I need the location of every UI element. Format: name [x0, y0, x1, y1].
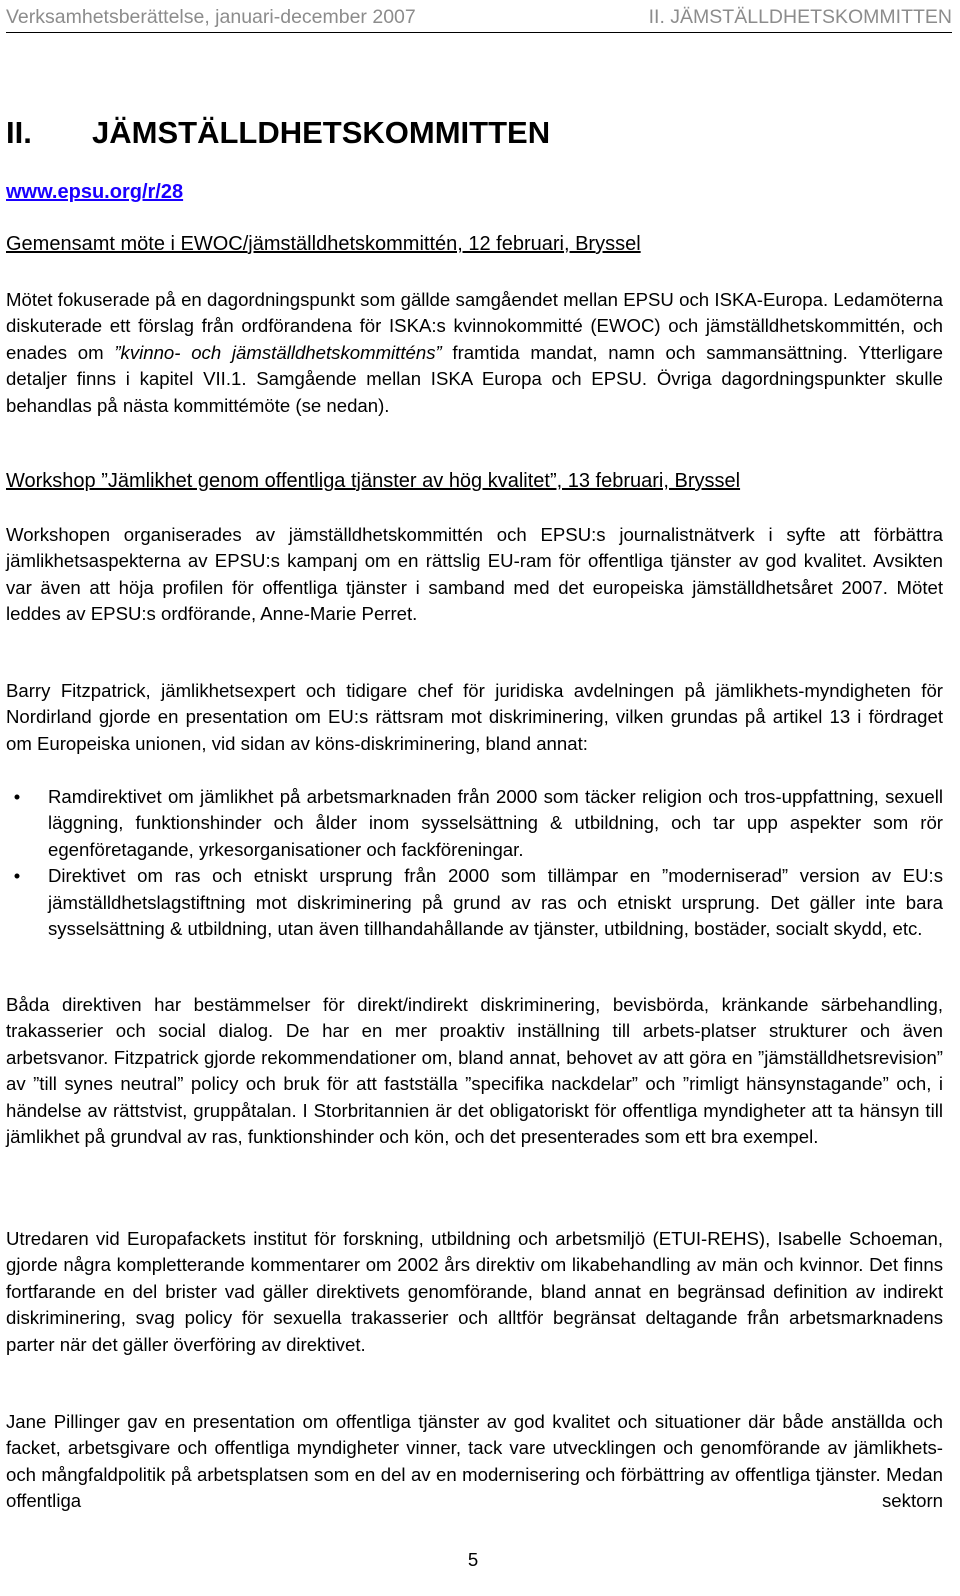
- header-chapter-title: II. JÄMSTÄLLDHETSKOMMITTEN: [648, 6, 952, 28]
- paragraph-text: framtida mandat, namn och sammansättning. Ytterligare detaljer finns i kapitel VII.1. Samgående mellan ISKA Europa och EPSU. Övriga dagordningspunkter skulle behandlas på nästa kommittémöte (se nedan).: [6, 341, 943, 416]
- chapter-title: JÄMSTÄLLDHETSKOMMITTEN: [92, 115, 551, 150]
- bullet-icon: •: [13, 786, 21, 807]
- page-number: 5: [467, 1549, 479, 1570]
- paragraph-workshop-intro: Workshopen organiserades av jämställdhetskommittén och EPSU:s journalistnätverk i syfte att förbättra jämlikhetsaspekterna av EPSU:s kampanj om en rättslig EU-ram för offentliga tjänster av god kvalitet. Avsikten var även att höja profilen för offentliga tjänster i samband med det europeiska jämställdhetsåret 2007. Mötet leddes av EPSU:s ordförande, Anne-Marie Perret.: [6, 524, 943, 625]
- header-document-title: Verksamhetsberättelse, januari-december 2007: [6, 6, 416, 28]
- paragraph-ewoc-meeting: [6, 287, 943, 419]
- list-item: [6, 784, 943, 863]
- paragraph-fitzpatrick: Barry Fitzpatrick, jämlikhetsexpert och tidigare chef för juridiska avdelningen på jämlikhets-myndigheten för Nordirland gjorde en presentation om EU:s rättsram mot diskriminering, vilken grundas på artikel 13 i fördraget om Europeiska unionen, vid sidan av köns-diskriminering, bland annat:: [6, 680, 943, 754]
- chapter-number: II.: [6, 115, 32, 150]
- section-title-ewoc-meeting: Gemensamt möte i EWOC/jämställdhetskommittén, 12 februari, Bryssel: [6, 233, 641, 255]
- list-item-text: Direktivet om ras och etniskt ursprung från 2000 som tillämpar en ”moderniserad” version av EU:s jämställdhetslagstiftning mot diskriminering på grund av ras och etniskt ursprung. Det gäller inte bara sysselsättning & utbildning, utan även tillhandahållande av tjänster, utbildning, bostäder, socialt skydd, etc.: [48, 865, 943, 940]
- paragraph-italic-text: ”kvinno- och jämställdhetskommitténs”: [114, 341, 442, 363]
- paragraph-text: Mötet fokuserade på en dagordningspunkt som gällde samgåendet mellan EPSU och ISKA-Europa. Ledamöterna diskuterade ett förslag från ordförandena för ISKA:s kvinnokommitté (EWOC) och jämställdhetskommittén, och enades om: [6, 289, 943, 363]
- chapter-heading: [6, 113, 550, 153]
- bullet-list-directives: [6, 784, 943, 942]
- paragraph-pillinger: Jane Pillinger gav en presentation om offentliga tjänster av god kvalitet och situationer där både anställda och facket, arbetsgivare och offentliga myndigheter vinner, tack vare utvecklingen och genomförande av jämlikhets- och mångfaldpolitik på arbetsplatsen som en del av en modernisering och förbättring av offentliga tjänster. Medan offentliga sektorn: [6, 1411, 943, 1512]
- list-item: [6, 863, 943, 942]
- epsu-link[interactable]: www.epsu.org/r/28: [6, 181, 184, 203]
- paragraph-both-directives: Båda direktiven har bestämmelser för direkt/indirekt diskriminering, bevisbörda, kränkande särbehandling, trakasserier och social dialog. De har en mer proaktiv inställning till arbets-platser strukturer och även arbetsvanor. Fitzpatrick gjorde rekommendationer om, bland annat, behovet av att göra en ”jämställdhetsrevision” av ”till synes neutral” policy och bruk för att fastställa ”specifika nackdelar” och ”rimligt hänsynstagande” och, i händelse av rättstvist, gruppåtalan. I Storbritannien är det obligatoriskt för offentliga myndigheter att ta hänsyn till jämlikhet på grundval av ras, funktionshinder och kön, och det presenterades som ett bra exempel.: [6, 994, 943, 1148]
- section-title-workshop: Workshop ”Jämlikhet genom offentliga tjänster av hög kvalitet”, 13 februari, Bryssel: [6, 470, 741, 492]
- paragraph-etui-rehs: Utredaren vid Europafackets institut för forskning, utbildning och arbetsmiljö (ETUI-REHS), Isabelle Schoeman, gjorde några kompletterande kommentarer om 2002 års direktiv om likabehandling av män och kvinnor. Det finns fortfarande en del brister vad gäller direktivets genomförande, bland annat en begränsad definition av indirekt diskriminering, svag policy för sexuella trakasserier och alltför begränsat deltagande från arbetsmarknadens parter när det gäller överföring av direktivet.: [6, 1228, 943, 1355]
- list-item-text: Ramdirektivet om jämlikhet på arbetsmarknaden från 2000 som täcker religion och tros-uppfattning, sexuell läggning, funktionshinder och ålder inom sysselsättning & utbildning, och tar upp aspekter som rör egenföretagande, yrkesorganisationer och fackföreningar.: [48, 786, 943, 860]
- running-header: [6, 3, 952, 33]
- bullet-icon: •: [13, 865, 21, 887]
